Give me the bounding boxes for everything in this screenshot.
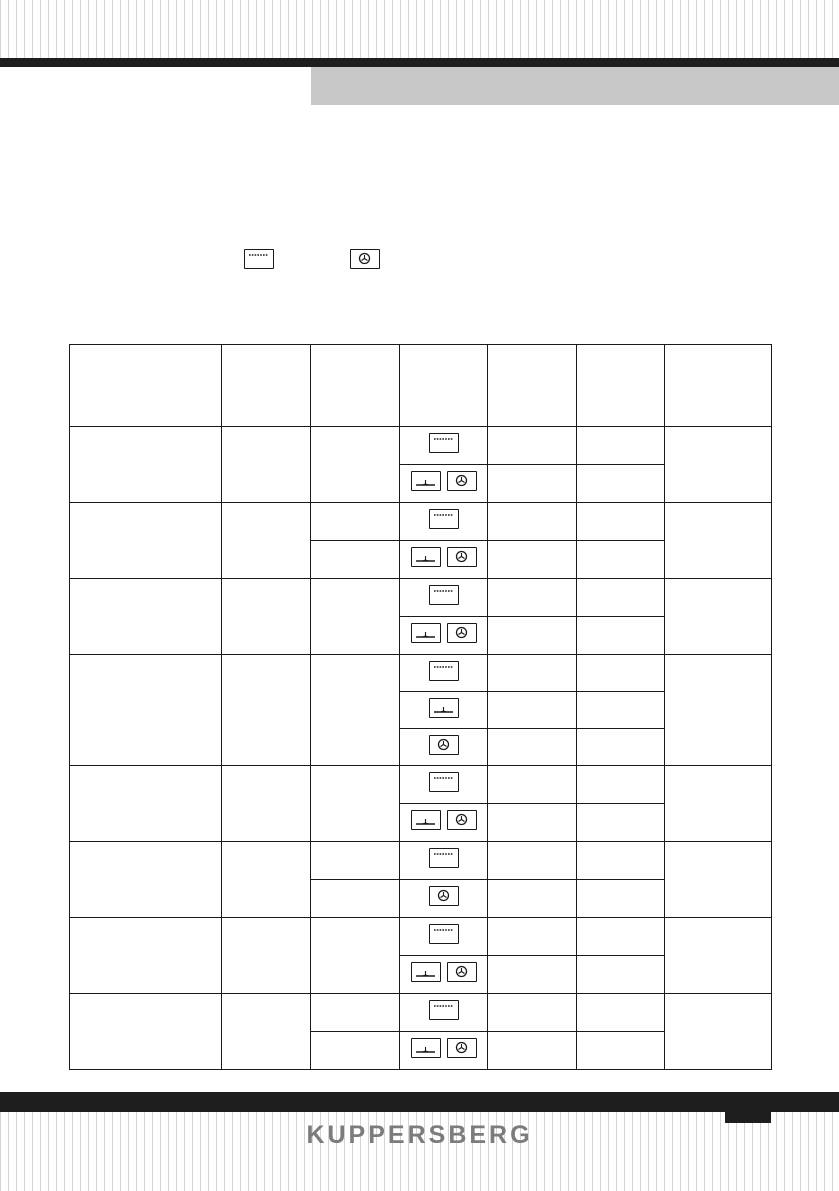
- header-cell: [70, 345, 222, 427]
- table-cell: [70, 994, 222, 1070]
- table-cell: [222, 579, 311, 655]
- oven-fan-icon: [429, 886, 459, 906]
- table-cell: [665, 918, 772, 994]
- table-cell: [577, 541, 665, 579]
- heating-mode-icons: [429, 433, 459, 453]
- table-cell: [311, 880, 400, 918]
- table-cell: [577, 1032, 665, 1070]
- table-cell: [577, 766, 665, 804]
- table-cell: [665, 655, 772, 766]
- table-cell: [577, 994, 665, 1032]
- table-cell: [311, 918, 400, 994]
- table-cell: [70, 918, 222, 994]
- heating-mode-icons: [429, 585, 459, 605]
- table-row: [70, 579, 772, 617]
- table-row: [70, 918, 772, 956]
- table-cell: [311, 579, 400, 655]
- oven-top-heat-icon: [429, 772, 459, 792]
- header-cell: [488, 345, 577, 427]
- header-cell: [311, 345, 400, 427]
- heating-mode-cell: [400, 956, 488, 994]
- table-cell: [70, 842, 222, 918]
- table-cell: [222, 655, 311, 766]
- heating-mode-cell: [400, 842, 488, 880]
- oven-top-heat-icon: [429, 509, 459, 529]
- table-cell: [488, 1032, 577, 1070]
- heating-mode-icons: [429, 924, 459, 944]
- table-cell: [488, 994, 577, 1032]
- table-cell: [488, 579, 577, 617]
- heating-mode-cell: [400, 804, 488, 842]
- heating-mode-icons: [429, 1000, 459, 1020]
- table-cell: [577, 729, 665, 766]
- oven-fan-icon: [447, 547, 477, 567]
- oven-fan-icon: [429, 735, 459, 755]
- table-cell: [488, 427, 577, 465]
- table-cell: [577, 880, 665, 918]
- heating-mode-icons: [411, 623, 477, 643]
- header-cell: [222, 345, 311, 427]
- table-cell: [70, 427, 222, 503]
- header-cell: [577, 345, 665, 427]
- table-cell: [222, 842, 311, 918]
- heating-mode-cell: [400, 427, 488, 465]
- table-cell: [577, 692, 665, 729]
- heating-mode-cell: [400, 541, 488, 579]
- table-cell: [311, 994, 400, 1032]
- table-header-row: [70, 345, 772, 427]
- oven-top-heat-icon: [429, 433, 459, 453]
- heating-mode-icons: [429, 735, 459, 755]
- oven-bottom-heat-icon: [411, 547, 441, 567]
- table-cell: [488, 541, 577, 579]
- table-cell: [665, 994, 772, 1070]
- table-row: [70, 842, 772, 880]
- table-cell: [311, 1032, 400, 1070]
- heating-mode-cell: [400, 1032, 488, 1070]
- oven-top-heat-icon: [429, 1000, 459, 1020]
- table-cell: [222, 918, 311, 994]
- oven-fan-icon: [447, 623, 477, 643]
- heating-mode-icons: [429, 509, 459, 529]
- heating-mode-icons: [429, 772, 459, 792]
- cooking-table: [69, 344, 772, 1070]
- table-cell: [311, 541, 400, 579]
- heating-mode-cell: [400, 918, 488, 956]
- heating-mode-icons: [429, 698, 459, 718]
- table-cell: [311, 427, 400, 503]
- oven-fan-icon: [447, 471, 477, 491]
- heating-mode-cell: [400, 729, 488, 766]
- heating-mode-cell: [400, 692, 488, 729]
- heating-mode-icons: [411, 547, 477, 567]
- table-cell: [488, 465, 577, 503]
- oven-fan-icon: [447, 962, 477, 982]
- table-cell: [488, 729, 577, 766]
- table-cell: [488, 766, 577, 804]
- table-cell: [577, 427, 665, 465]
- table-cell: [577, 503, 665, 541]
- brand-logo: KUPPERSBERG: [306, 1121, 533, 1149]
- table-cell: [488, 804, 577, 842]
- heating-mode-cell: [400, 655, 488, 692]
- table-cell: [665, 579, 772, 655]
- oven-top-heat-icon: [429, 661, 459, 681]
- oven-bottom-heat-icon: [411, 471, 441, 491]
- table-cell: [70, 579, 222, 655]
- oven-top-heat-icon: [429, 848, 459, 868]
- heating-mode-icons: [411, 471, 477, 491]
- oven-top-heat-icon: [429, 585, 459, 605]
- table-cell: [488, 655, 577, 692]
- oven-fan-icon: [350, 249, 380, 269]
- heating-mode-cell: [400, 465, 488, 503]
- oven-top-heat-icon: [429, 924, 459, 944]
- top-rule: [0, 58, 839, 67]
- table-cell: [311, 503, 400, 541]
- oven-top-heat-icon: [244, 249, 274, 269]
- heating-mode-icons: [411, 962, 477, 982]
- table-cell: [222, 994, 311, 1070]
- heating-mode-icons: [411, 1038, 477, 1058]
- table-cell: [222, 503, 311, 579]
- table-cell: [222, 427, 311, 503]
- header-cell: [665, 345, 772, 427]
- top-stripe-band: [0, 0, 839, 58]
- table-cell: [577, 804, 665, 842]
- table-cell: [577, 918, 665, 956]
- section-header-box: [311, 67, 839, 105]
- oven-fan-icon: [447, 1038, 477, 1058]
- table-row: [70, 994, 772, 1032]
- table-cell: [488, 918, 577, 956]
- oven-bottom-heat-icon: [411, 1038, 441, 1058]
- table-cell: [311, 766, 400, 842]
- table-row: [70, 503, 772, 541]
- oven-bottom-heat-icon: [429, 698, 459, 718]
- table-cell: [488, 956, 577, 994]
- table-cell: [70, 503, 222, 579]
- heating-mode-cell: [400, 503, 488, 541]
- heating-mode-cell: [400, 579, 488, 617]
- table-cell: [577, 956, 665, 994]
- table-cell: [577, 617, 665, 655]
- heating-mode-cell: [400, 880, 488, 918]
- oven-bottom-heat-icon: [411, 810, 441, 830]
- heating-mode-icons: [411, 810, 477, 830]
- table-cell: [665, 503, 772, 579]
- heating-mode-icons: [429, 886, 459, 906]
- heating-mode-cell: [400, 994, 488, 1032]
- table-cell: [577, 579, 665, 617]
- table-cell: [665, 766, 772, 842]
- table-row: [70, 766, 772, 804]
- table-cell: [488, 842, 577, 880]
- header-cell: [400, 345, 488, 427]
- heating-mode-cell: [400, 766, 488, 804]
- table-cell: [577, 842, 665, 880]
- bottom-rule: [0, 1092, 839, 1112]
- table-cell: [488, 503, 577, 541]
- table-cell: [311, 655, 400, 766]
- oven-fan-icon: [447, 810, 477, 830]
- heating-mode-icons: [429, 848, 459, 868]
- heating-mode-cell: [400, 617, 488, 655]
- table-cell: [665, 842, 772, 918]
- table-cell: [665, 427, 772, 503]
- table-cell: [577, 465, 665, 503]
- table-cell: [488, 880, 577, 918]
- table-cell: [488, 692, 577, 729]
- table-cell: [488, 617, 577, 655]
- oven-bottom-heat-icon: [411, 962, 441, 982]
- heating-mode-icons: [429, 661, 459, 681]
- table-row: [70, 427, 772, 465]
- table-cell: [70, 655, 222, 766]
- table-cell: [222, 766, 311, 842]
- oven-bottom-heat-icon: [411, 623, 441, 643]
- table-row: [70, 655, 772, 692]
- table-cell: [70, 766, 222, 842]
- table-cell: [311, 842, 400, 880]
- table-cell: [577, 655, 665, 692]
